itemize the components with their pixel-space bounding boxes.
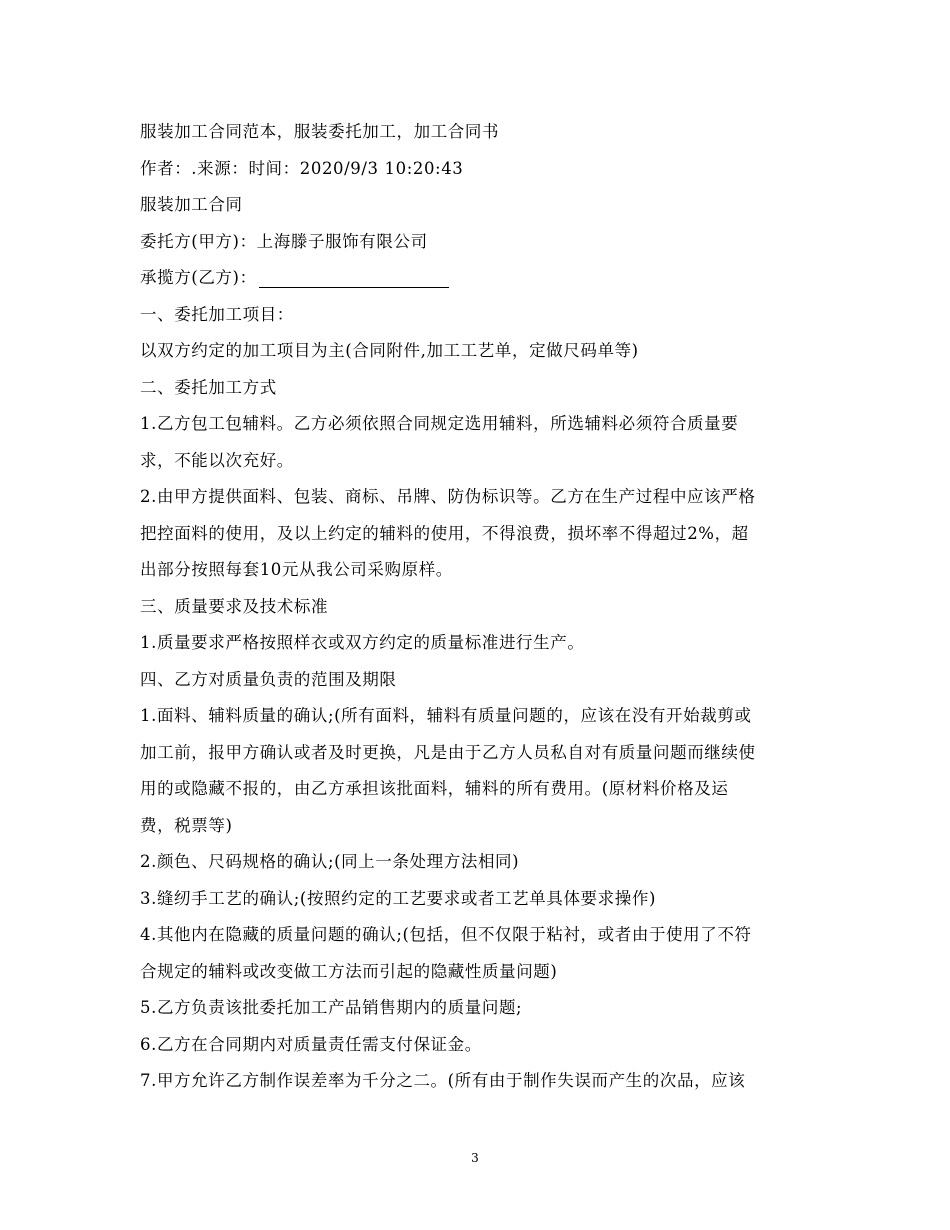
body-line: 把控面料的使用，及以上约定的辅料的使用，不得浪费，损坏率不得超过2%，超 (140, 523, 749, 543)
body-line: 合规定的辅料或改变做工方法而引起的隐藏性质量问题) (140, 961, 558, 981)
body-line: 2.颜色、尺码规格的确认;(同上一条处理方法相同) (140, 852, 520, 871)
body-line: 6.乙方在合同期内对质量责任需支付保证金。 (140, 1034, 482, 1054)
body-line: 加工前，报甲方确认或者及时更换，凡是由于乙方人员私自对有质量问题而继续使 (140, 742, 756, 762)
body-line: 四、乙方对质量负责的范围及期限 (140, 669, 397, 689)
body-line: 4.其他内在隐藏的质量问题的确认;(包括，但不仅限于粘衬，或者由于使用了不符 (140, 925, 752, 944)
body-line: 一、委托加工项目： (140, 304, 294, 324)
document-meta: 作者：.来源：时间：2020/9/3 10:20:43 (140, 158, 464, 178)
body-line: 1.质量要求严格按照样衣或双方约定的质量标准进行生产。 (140, 633, 585, 652)
document-body (140, 114, 820, 1100)
body-line: 7.甲方允许乙方制作误差率为千分之二。(所有由于制作失误而产生的次品，应该 (140, 1071, 746, 1090)
body-line: 1.面料、辅料质量的确认;(所有面料，辅料有质量问题的，应该在没有开始裁剪或 (140, 706, 752, 725)
body-line: 3.缝纫手工艺的确认;(按照约定的工艺要求或者工艺单具体要求操作) (140, 888, 656, 908)
body-line: 出部分按照每套10元从我公司采购原样。 (140, 560, 453, 579)
party-b-label: 承揽方(乙方)： (140, 268, 257, 287)
party-b-blank-field (259, 269, 449, 288)
body-line: 二、委托加工方式 (140, 377, 277, 397)
body-line: 用的或隐藏不报的，由乙方承担该批面料，辅料的所有费用。(原材料价格及运 (140, 779, 729, 798)
page-number: 3 (471, 1151, 479, 1165)
document-title: 服装加工合同范本，服装委托加工，加工合同书 (140, 122, 500, 141)
party-a-line: 委托方(甲方)：上海滕子服饰有限公司 (140, 231, 428, 251)
body-line: 2.由甲方提供面料、包装、商标、吊牌、防伪标识等。乙方在生产过程中应该严格 (140, 487, 756, 506)
body-line: 费，税票等) (140, 815, 233, 835)
body-line: 求，不能以次充好。 (140, 450, 294, 470)
party-b-line (140, 260, 820, 297)
body-line: 1.乙方包工包辅料。乙方必须依照合同规定选用辅料，所选辅料必须符合质量要 (140, 414, 739, 433)
body-line: 三、质量要求及技术标准 (140, 596, 329, 616)
body-line: 5.乙方负责该批委托加工产品销售期内的质量问题; (140, 998, 523, 1017)
body-line: 以双方约定的加工项目为主(合同附件,加工工艺单，定做尺码单等) (140, 341, 639, 360)
contract-heading: 服装加工合同 (140, 195, 243, 214)
